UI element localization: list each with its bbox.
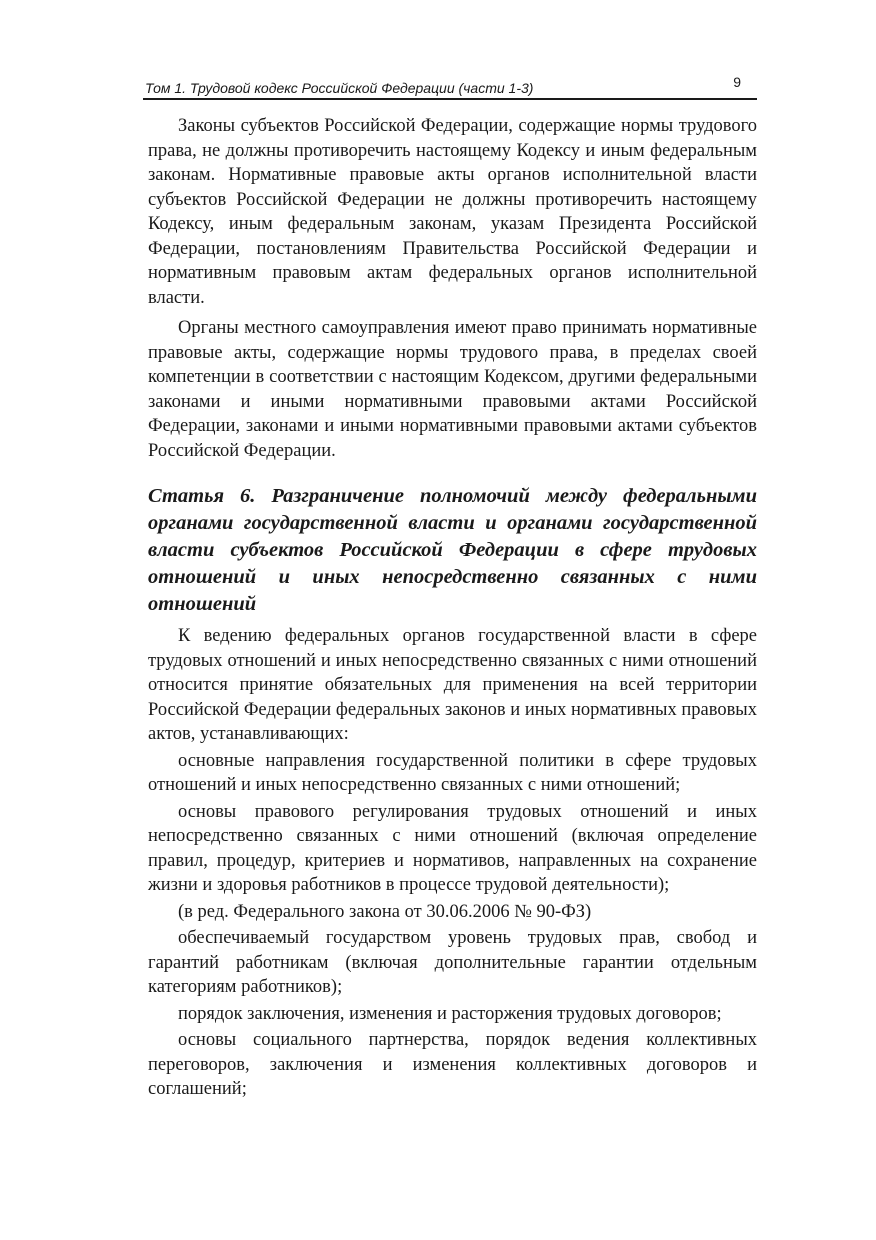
article-item: обеспечиваемый государством уровень трудовых прав, свобод и гарантий работникам (включая дополнительные гарантии отдельным категориям работников); xyxy=(148,928,757,997)
amendment-note: (в ред. Федерального закона от 30.06.2006 № 90-ФЗ) xyxy=(178,901,592,922)
page-number: 9 xyxy=(733,74,741,90)
body-text xyxy=(148,114,757,1104)
article-item: основные направления государственной политики в сфере трудовых отношений и иных непосредственно связанных с ними отношений; xyxy=(148,750,757,795)
article-intro: К ведению федеральных органов государственной власти в сфере трудовых отношений и иных непосредственно связанных с ними отношений относится принятие обязательных для применения на всей территории Российской Федерации федеральных законов и иных нормативных правовых актов, устанавливающих: xyxy=(148,626,757,744)
article-item: порядок заключения, изменения и расторжения трудовых договоров; xyxy=(178,1003,722,1024)
paragraph-local-self-government: Органы местного самоуправления имеют право принимать нормативные правовые акты, содержащие нормы трудового права, в пределах своей компетенции в соответствии с настоящим Кодексом, другими федеральными законами и иными нормативными правовыми актами Российской Федерации, законами и иными нормативными правовыми актами субъектов Российской Федерации. xyxy=(148,318,757,461)
running-header xyxy=(143,74,757,100)
header-title: Том 1. Трудовой кодекс Российской Федерации (части 1-3) xyxy=(145,80,534,96)
article-heading: Статья 6. Разграничение полномочий между федеральными органами государственной власти и органами государственной власти субъектов Российской Федерации в сфере трудовых отношений и иных непосредственно связанных с ними отношений xyxy=(148,485,757,615)
article-item: основы социального партнерства, порядок ведения коллективных переговоров, заключения и изменения коллективных договоров и соглашений; xyxy=(148,1030,757,1099)
article-item: основы правового регулирования трудовых отношений и иных непосредственно связанных с ними отношений (включая определение правил, процедур, критериев и нормативов, направленных на сохранение жизни и здоровья работников в процессе трудовой деятельности); xyxy=(148,801,757,895)
paragraph-regional-laws: Законы субъектов Российской Федерации, содержащие нормы трудового права, не должны противоречить настоящему Кодексу и иным федеральным законам. Нормативные правовые акты органов исполнительной власти субъектов Российской Федерации не должны противоречить настоящему Кодексу, иным федеральным законам, указам Президента Российской Федерации, постановлениям Правительства Российской Федерации и нормативным правовым актам федеральных органов исполнительной власти. xyxy=(148,116,757,308)
